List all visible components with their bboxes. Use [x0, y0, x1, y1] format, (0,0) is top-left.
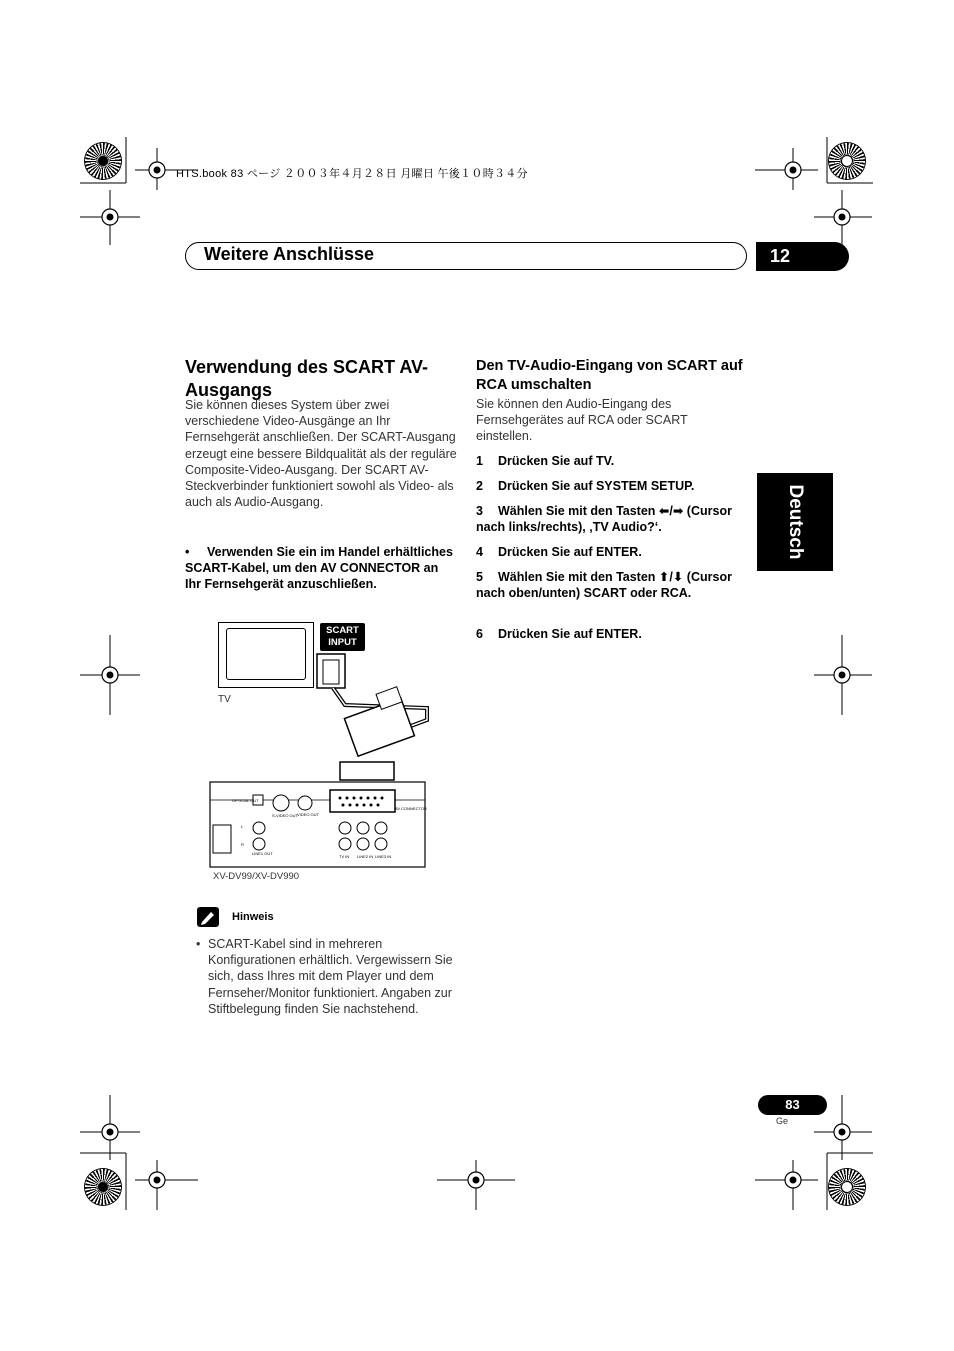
panel-label-line3: LINE3 IN [375, 854, 392, 859]
panel-label-tv-in: TV IN [339, 854, 350, 859]
note-bullet-marker: • [196, 937, 201, 951]
panel-label-l: L [241, 824, 244, 829]
instruction-text: Verwenden Sie ein im Handel erhältliches SCART-Kabel, um den AV CONNECTOR an Ihr Fernsehgerät anzuschließen. [185, 545, 453, 592]
print-header: HTS.book 83 ページ ２００３年４月２８日 月曜日 午後１０時３４分 [176, 168, 528, 180]
step-item: 5 Wählen Sie mit den Tasten ⬆/⬇ (Cursor nach oben/unten) SCART oder RCA. [476, 570, 732, 601]
step-item: 6 Drücken Sie auf ENTER. [476, 627, 642, 641]
step-item: 4 Drücken Sie auf ENTER. [476, 545, 642, 559]
note-text: SCART-Kabel sind in mehreren Konfigurationen erhältlich. Vergewissern Sie sich, dass Ihres mit dem Player und dem Fernseher/Monitor funktioniert. Angaben zur Stiftbelegung finden Sie nachstehend. [208, 937, 453, 1016]
panel-label-av-connector: AV CONNECTOR [395, 806, 427, 811]
panel-label-video: VIDEO OUT [297, 812, 320, 817]
note-item [196, 936, 456, 1017]
subsection-title: Den TV-Audio-Eingang von SCART auf RCA umschalten [476, 358, 743, 393]
panel-label-line2: LINE2 IN [357, 854, 374, 859]
scart-input-label: SCART INPUT [320, 623, 365, 651]
page-number: 83 [758, 1095, 827, 1115]
instruction-bullet [185, 544, 455, 593]
section-title: Verwendung des SCART AV-Ausgangs [185, 357, 429, 400]
model-label: XV-DV99/XV-DV990 [213, 871, 300, 882]
language-tab [757, 473, 833, 571]
tv-label: TV [218, 694, 231, 705]
step-item: 3 Wählen Sie mit den Tasten ⬅/➡ (Cursor nach links/rechts), ‚TV Audio?‘. [476, 504, 732, 535]
chapter-title: Weitere Anschlüsse [204, 244, 375, 264]
page-language-code: Ge [776, 1116, 789, 1126]
language-tab-label: Deutsch [785, 484, 806, 560]
panel-label-r: R [241, 842, 244, 847]
subsection-intro: Sie können den Audio-Eingang des Fernsehgerätes auf RCA oder SCART einstellen. [476, 397, 688, 444]
note-heading: Hinweis [232, 911, 274, 923]
step-item: 1 Drücken Sie auf TV. [476, 454, 615, 468]
scart-cable-diagram [205, 650, 435, 875]
panel-label-optical: OPTICAL OUT [232, 798, 259, 803]
panel-label-line1: LINE1 OUT [252, 851, 273, 856]
step-item: 2 Drücken Sie auf SYSTEM SETUP. [476, 479, 695, 493]
intro-paragraph: Sie können dieses System über zwei verschiedene Video-Ausgänge an Ihr Fernsehgerät anschließen. Der SCART-Ausgang erzeugt eine bessere Bildqualität als der reguläre Composite-Video-Ausgang. Der SCART AV-Steckverbinder funktioniert sowohl als Video- als auch als Audio-Ausgang. [185, 398, 457, 510]
note-pencil-icon [197, 907, 219, 927]
chapter-number: 12 [756, 242, 849, 271]
panel-label-s-video: S-VIDEO OUT [272, 813, 299, 818]
bullet-marker: • [185, 545, 190, 559]
